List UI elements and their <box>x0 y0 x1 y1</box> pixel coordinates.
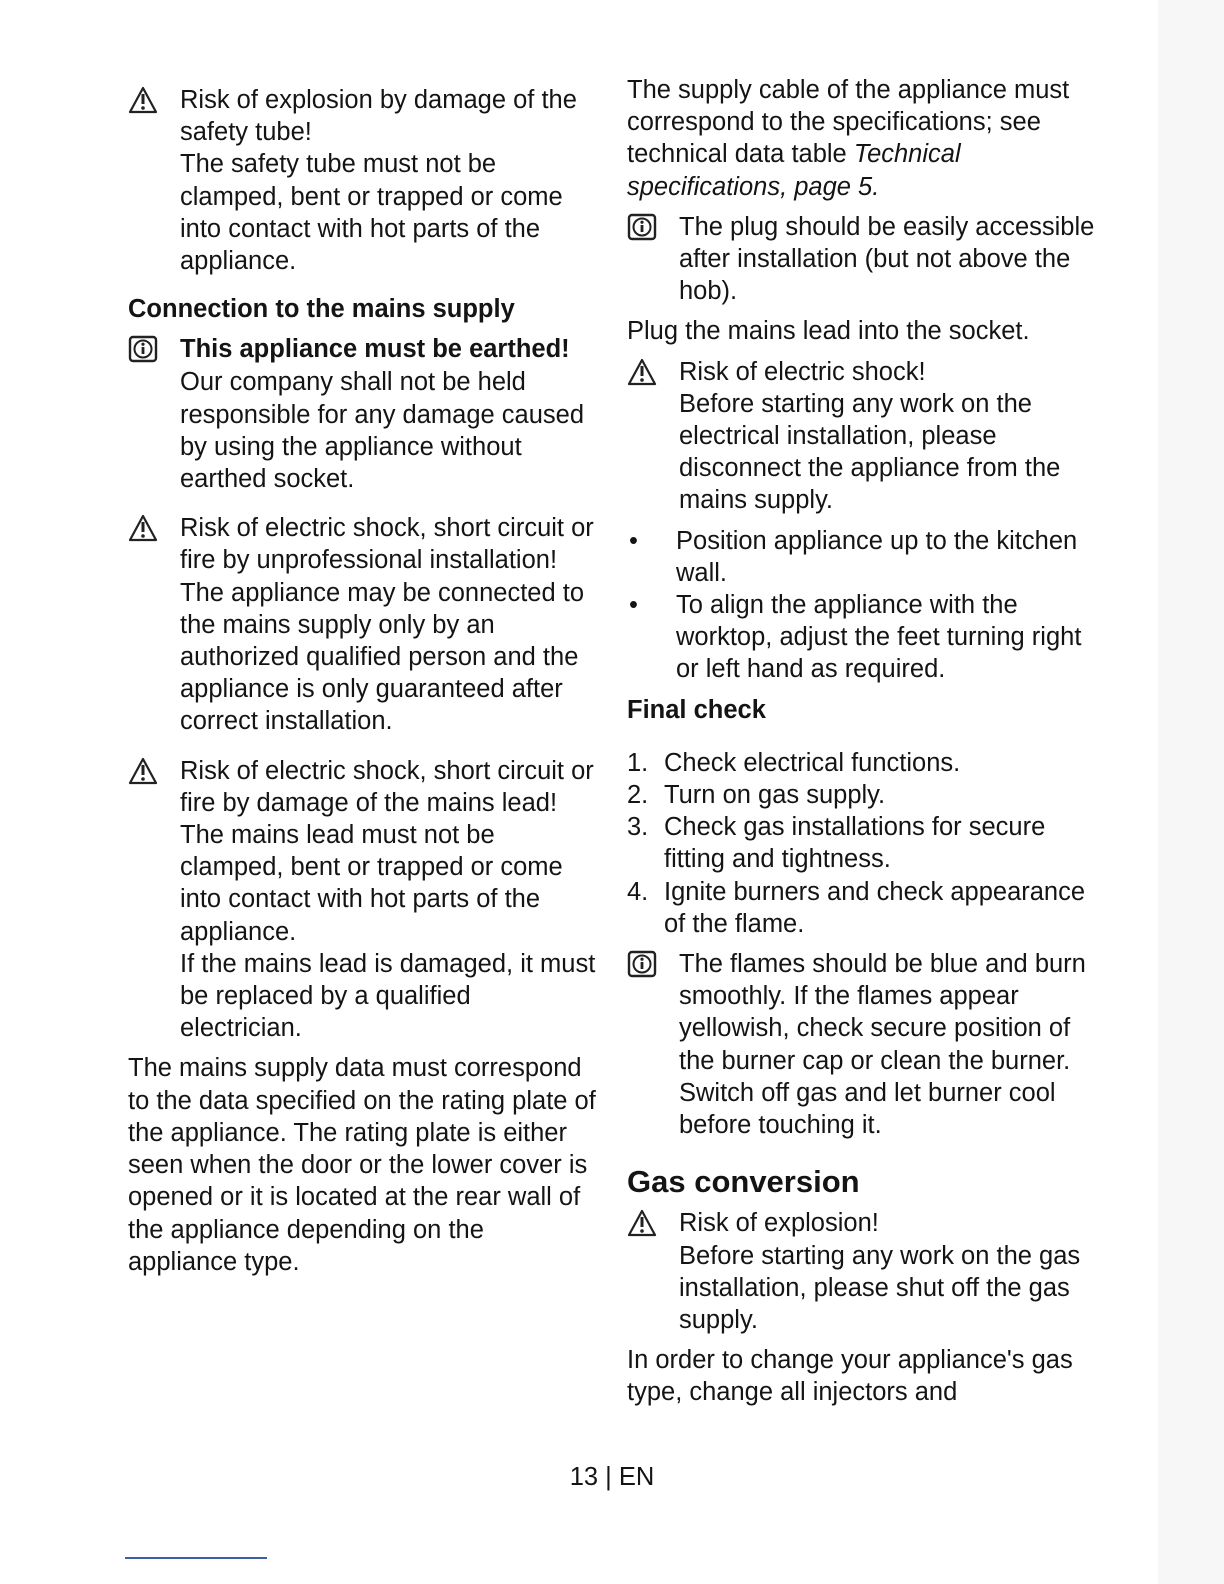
info-icon <box>128 333 180 363</box>
list-item <box>627 811 1107 875</box>
numbered-list <box>627 747 1107 940</box>
warning-title: Risk of electric shock! <box>679 357 926 386</box>
warning-triangle-icon <box>627 1207 679 1237</box>
bullet-list <box>627 525 1107 686</box>
warning-text: Before starting any work on the gas installation, please shut off the gas supply. <box>679 1241 1081 1334</box>
warning-title: Risk of explosion by damage of the safety tube! <box>180 86 577 147</box>
info-icon <box>627 211 679 241</box>
decorative-underline <box>125 1557 267 1559</box>
cross-reference: Technical specifications, page 5. <box>627 140 961 201</box>
list-item <box>627 525 1107 589</box>
left-column <box>128 74 598 1278</box>
info-flames <box>627 948 1107 1141</box>
warning-installation <box>128 512 598 737</box>
info-earthed <box>128 333 598 495</box>
warning-triangle-icon <box>128 755 180 785</box>
list-item-text: Position appliance up to the kitchen wall. <box>676 526 1078 587</box>
step-text: Ignite burners and check appearance of the flame. <box>664 877 1086 938</box>
list-item <box>627 779 1107 811</box>
warning-text: The mains lead must not be clamped, bent or trapped or come into contact with hot parts of the appliance. <box>180 821 563 946</box>
info-icon <box>627 948 679 978</box>
paragraph-text: The supply cable of the appliance must correspond to the specifications; see technical data table <box>627 76 1070 169</box>
warning-text: Before starting any work on the electrical installation, please disconnect the appliance from the mains supply. <box>679 389 1061 515</box>
info-text: Our company shall not be held responsible for any damage caused by using the appliance without earthed socket. <box>180 368 585 494</box>
warning-text: If the mains lead is damaged, it must be replaced by a qualified electrician. <box>180 949 596 1043</box>
warning-triangle-icon <box>128 512 180 542</box>
step-text: Check gas installations for secure fitting and tightness. <box>664 813 1046 874</box>
info-text: The flames should be blue and burn smoothly. If the flames appear yellowish, check secure position of the burner cap or clean the burner. Switch off gas and let burner cool before touching it. <box>679 950 1086 1140</box>
warning-title: Risk of electric shock, short circuit or fire by damage of the mains lead! <box>180 756 594 817</box>
info-plug <box>627 211 1107 308</box>
section-heading-gas-conversion: Gas conversion <box>627 1164 860 1200</box>
list-item-text: To align the appliance with the worktop, adjust the feet turning right or left hand as required. <box>676 591 1082 684</box>
list-item <box>627 747 1107 779</box>
warning-triangle-icon <box>627 356 679 386</box>
step-text: Turn on gas supply. <box>664 781 886 810</box>
step-number: 2. <box>627 781 649 810</box>
warning-text: The safety tube must not be clamped, bent or trapped or come into contact with hot parts of the appliance. <box>180 150 563 276</box>
step-text: Check electrical functions. <box>664 748 961 777</box>
list-item <box>627 589 1107 686</box>
warning-mains-lead <box>128 755 598 1045</box>
info-text: The plug should be easily accessible after installation (but not above the hob). <box>679 212 1095 306</box>
page-footer: 13 | EN <box>569 1463 655 1491</box>
step-number: 4. <box>627 877 649 906</box>
warning-title: Risk of explosion! <box>679 1209 879 1238</box>
paragraph-plug: Plug the mains lead into the socket. <box>627 317 1030 346</box>
section-heading-final-check: Final check <box>627 695 766 724</box>
page-edge-shade <box>1158 0 1224 1584</box>
paragraph-rating-plate: The mains supply data must correspond to the data specified on the rating plate of the appliance. The rating plate is either seen when the door or the lower cover is opened or it is located at the rear wall of the appliance depending on the appliance type. <box>128 1054 596 1276</box>
bullet-icon: • <box>629 526 638 555</box>
warning-text: The appliance may be connected to the mains supply only by an authorized qualified person and the appliance is only guaranteed after correct installation. <box>180 578 585 736</box>
paragraph-supply-cable <box>627 74 1097 203</box>
right-column <box>627 74 1107 1409</box>
warning-electric-shock <box>627 356 1107 517</box>
warning-safety-tube <box>128 84 598 277</box>
warning-triangle-icon <box>128 84 180 114</box>
step-number: 3. <box>627 813 649 842</box>
list-item <box>627 876 1107 940</box>
info-title: This appliance must be earthed! <box>180 335 570 364</box>
bullet-icon: • <box>629 591 638 620</box>
warning-title: Risk of electric shock, short circuit or fire by unprofessional installation! <box>180 514 594 575</box>
step-number: 1. <box>627 748 649 777</box>
section-heading-mains: Connection to the mains supply <box>128 295 515 324</box>
paragraph-gas-type: In order to change your appliance's gas type, change all injectors and <box>627 1346 1073 1407</box>
warning-explosion <box>627 1207 1107 1336</box>
